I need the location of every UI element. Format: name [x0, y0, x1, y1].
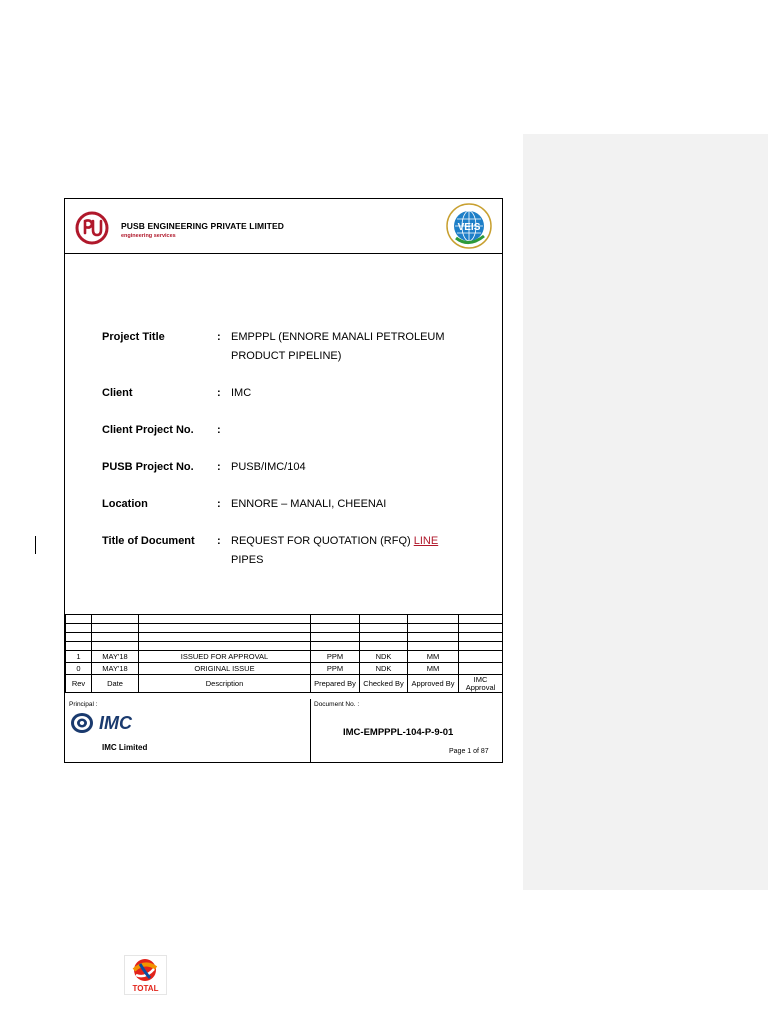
- field-colon: :: [217, 424, 221, 436]
- imc-logo-icon: [69, 712, 95, 734]
- checked-cell: NDK: [360, 651, 408, 663]
- field-value: [231, 532, 481, 570]
- title-value-prefix: REQUEST FOR QUOTATION (RFQ): [231, 535, 414, 547]
- field-value: ENNORE – MANALI, CHEENAI: [231, 498, 387, 510]
- table-row: [66, 633, 503, 642]
- veis-badge-text: VEIS: [457, 222, 481, 233]
- header-date: Date: [92, 675, 139, 693]
- text-cursor: [35, 536, 36, 554]
- field-colon: :: [217, 498, 221, 510]
- page-number: Page 1 of 87: [449, 748, 489, 755]
- field-label: Project Title: [102, 331, 165, 343]
- principal-label: Principal :: [69, 701, 98, 708]
- date-cell: MAY'18: [92, 651, 139, 663]
- prepared-cell: PPM: [311, 651, 360, 663]
- header-approved: Approved By: [408, 675, 459, 693]
- table-row: [66, 651, 503, 663]
- veis-certification-icon: [442, 202, 496, 252]
- date-cell: MAY'18: [92, 663, 139, 675]
- approved-cell: MM: [408, 663, 459, 675]
- imc-cell: [459, 663, 503, 675]
- table-row: [66, 663, 503, 675]
- checked-cell: NDK: [360, 663, 408, 675]
- revision-table: [65, 614, 503, 693]
- rev-cell: 1: [66, 651, 92, 663]
- approved-cell: MM: [408, 651, 459, 663]
- document-cover-frame: [64, 198, 503, 763]
- header-prepared: Prepared By: [311, 675, 360, 693]
- field-colon: :: [217, 461, 221, 473]
- header-checked: Checked By: [360, 675, 408, 693]
- description-cell: ISSUED FOR APPROVAL: [139, 651, 311, 663]
- imc-logo-text: IMC: [99, 713, 132, 733]
- total-logo-icon: [124, 955, 167, 995]
- description-cell: ORIGINAL ISSUE: [139, 663, 311, 675]
- field-label: Title of Document: [102, 535, 195, 547]
- imc-cell: [459, 651, 503, 663]
- table-row: [66, 624, 503, 633]
- field-label: PUSB Project No.: [102, 461, 194, 473]
- footer-divider: [310, 699, 311, 762]
- header-rev: Rev: [66, 675, 92, 693]
- field-colon: :: [217, 535, 221, 547]
- document-header: [65, 199, 502, 254]
- field-colon: :: [217, 331, 221, 343]
- document-no-label: Document No. :: [314, 701, 360, 708]
- field-value: EMPPPL (ENNORE MANALI PETROLEUM PRODUCT PIPELINE): [231, 331, 445, 362]
- table-header-row: [66, 675, 503, 693]
- field-label: Client: [102, 387, 133, 399]
- imc-limited-label: IMC Limited: [102, 743, 148, 752]
- header-imc-approval: IMC Approval: [459, 675, 503, 693]
- document-number: IMC-EMPPPL-104-P-9-01: [343, 727, 454, 738]
- company-name: PUSB ENGINEERING PRIVATE LIMITED: [121, 221, 284, 231]
- field-colon: :: [217, 387, 221, 399]
- table-row: [66, 642, 503, 651]
- field-label: Client Project No.: [102, 424, 194, 436]
- document-footer: [65, 699, 502, 762]
- field-label: Location: [102, 498, 148, 510]
- comment-pane: [523, 134, 768, 890]
- table-row: [66, 615, 503, 624]
- header-description: Description: [139, 675, 311, 693]
- rev-cell: 0: [66, 663, 92, 675]
- title-value-suffix: PIPES: [231, 554, 264, 566]
- field-value: IMC: [231, 387, 252, 399]
- prepared-cell: PPM: [311, 663, 360, 675]
- company-tagline: engineering services: [121, 233, 176, 239]
- total-logo-text: TOTAL: [132, 984, 159, 993]
- pusb-logo-icon: [74, 211, 110, 245]
- field-value: PUSB/IMC/104: [231, 461, 306, 473]
- title-value-link[interactable]: LINE: [413, 535, 439, 547]
